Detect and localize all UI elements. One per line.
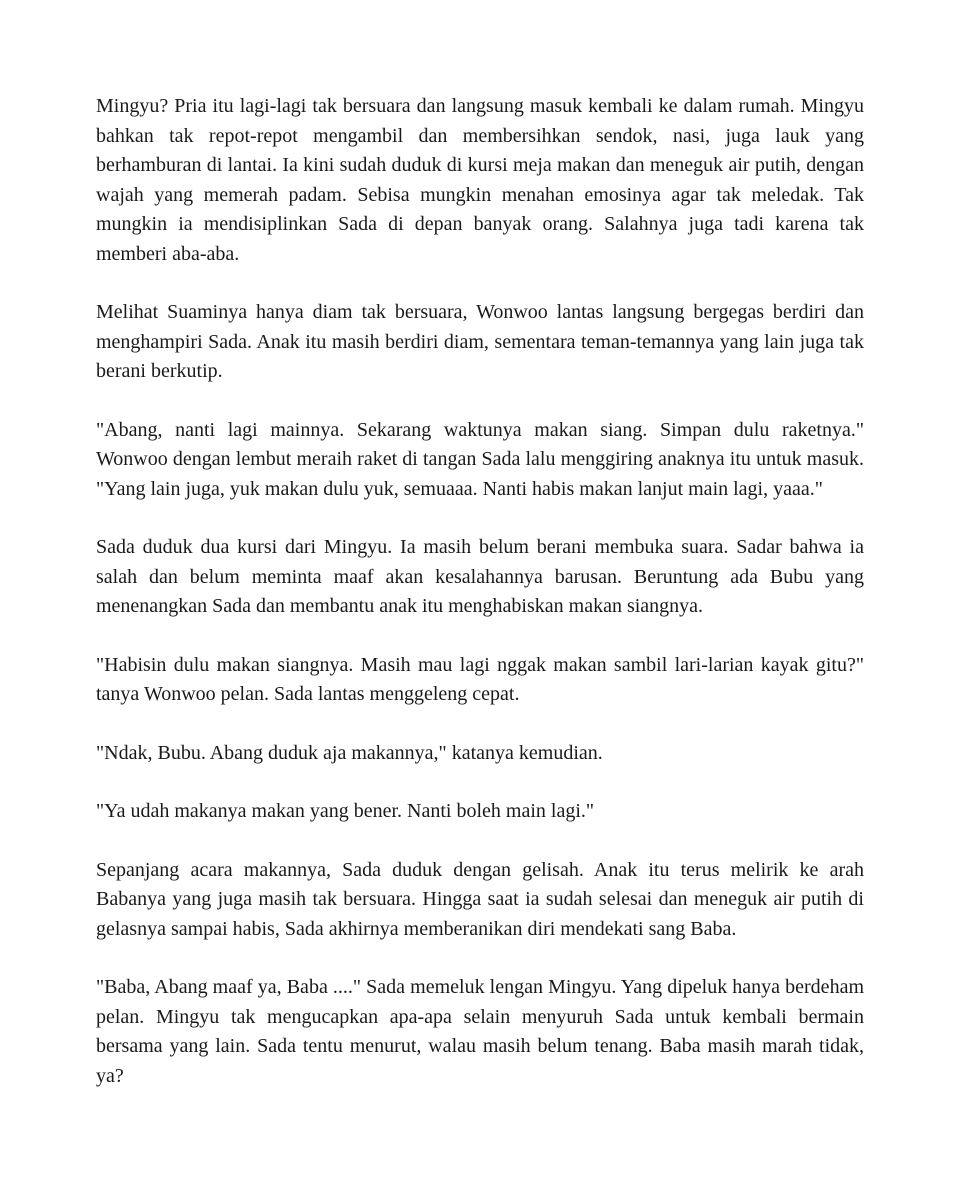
paragraph-4: Sada duduk dua kursi dari Mingyu. Ia masih belum berani membuka suara. Sadar bahwa ia salah dan belum meminta maaf akan kesalahannya barusan. Beruntung ada Bubu yang menenangkan Sada dan membantu anak itu menghabiskan makan siangnya. [96,536,864,617]
paragraph-2: Melihat Suaminya hanya diam tak bersuara, Wonwoo lantas langsung bergegas berdiri dan menghampiri Sada. Anak itu masih berdiri diam, sementara teman-temannya yang lain juga tak berani berkutip. [96,301,864,382]
paragraph-9: "Baba, Abang maaf ya, Baba ...." Sada memeluk lengan Mingyu. Yang dipeluk hanya berdeham pelan. Mingyu tak mengucapkan apa-apa selain menyuruh Sada untuk kembali bermain bersama yang lain. Sada tentu menurut, walau masih belum tenang. Baba masih marah tidak, ya? [96,976,864,1087]
paragraph-1: Mingyu? Pria itu lagi-lagi tak bersuara dan langsung masuk kembali ke dalam rumah. Mingyu bahkan tak repot-repot mengambil dan membersihkan sendok, nasi, juga lauk yang berhamburan di lantai. Ia kini sudah duduk di kursi meja makan dan meneguk air putih, dengan wajah yang memerah padam. Sebisa mungkin menahan emosinya agar tak meledak. Tak mungkin ia mendisiplinkan Sada di depan banyak orang. Salahnya juga tadi karena tak memberi aba-aba. [96,95,864,265]
paragraph-3: "Abang, nanti lagi mainnya. Sekarang waktunya makan siang. Simpan dulu raketnya." Wonwoo dengan lembut meraih raket di tangan Sada lalu menggiring anaknya itu untuk masuk. "Yang lain juga, yuk makan dulu yuk, semuaaa. Nanti habis makan lanjut main lagi, yaaa." [96,418,864,500]
paragraph-7: "Ya udah makanya makan yang bener. Nanti boleh main lagi." [96,800,595,822]
paragraph-6: "Ndak, Bubu. Abang duduk aja makannya," katanya kemudian. [96,741,603,764]
paragraph-8: Sepanjang acara makannya, Sada duduk dengan gelisah. Anak itu terus melirik ke arah Babanya yang juga masih tak bersuara. Hingga saat ia sudah selesai dan meneguk air putih di gelasnya sampai habis, Sada akhirnya memberanikan diri mendekati sang Baba. [96,858,864,940]
paragraph-5: "Habisin dulu makan siangnya. Masih mau lagi nggak makan sambil lari-larian kayak gitu?" tanya Wonwoo pelan. Sada lantas menggeleng cepat. [96,653,864,705]
story-page [96,92,864,1091]
